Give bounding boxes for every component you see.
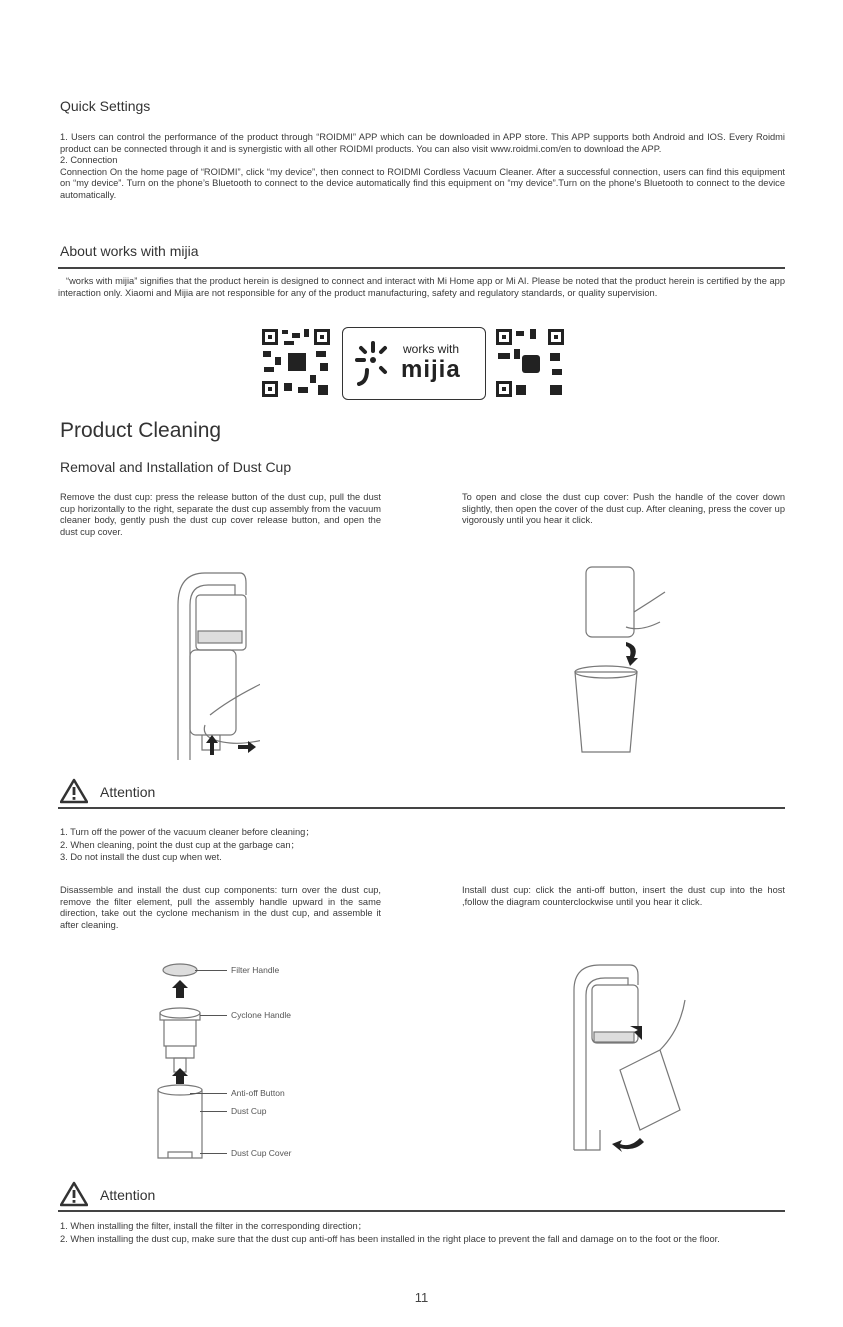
attention-title: Attention <box>100 1187 156 1203</box>
attention-title: Attention <box>100 784 156 800</box>
qr-code-icon <box>260 327 332 399</box>
install-text: Install dust cup: click the anti-off button, insert the dust cup into the host ,follow the diagram counterclockwise until you hear it click. <box>462 885 785 907</box>
list-item: 2. When cleaning, point the dust cup at the garbage can； <box>60 839 300 850</box>
divider <box>58 807 785 809</box>
part-label: Filter Handle <box>231 965 280 975</box>
quick-settings-text <box>60 132 785 202</box>
attention-list <box>60 1220 785 1245</box>
mijia-title: About works with mijia <box>60 243 199 259</box>
part-label: Anti-off Button <box>231 1088 285 1098</box>
mijia-sun-icon <box>353 340 393 386</box>
page-number: 11 <box>414 1290 429 1305</box>
disassemble-text: Disassemble and install the dust cup components: turn over the dust cup, remove the filter element, pull the assembly handle upward in the same direction, take out the cyclone mechanism in the dust cup, and assemble it after cleaning. <box>60 885 381 930</box>
vacuum-remove-illustration <box>150 565 260 765</box>
warning-icon <box>60 1181 88 1207</box>
paragraph: 1. Users can control the performance of the product through “ROIDMI” APP which can be downloaded in APP store. This APP supports both Android and IOS. Every Roidmi product can be connected through it and is synergistic with all other ROIDMI products. You can also visit www.roidmi.com/en to download the APP. <box>60 132 785 154</box>
quick-settings-title: Quick Settings <box>60 98 151 114</box>
divider <box>58 267 785 269</box>
list-item: 1. Turn off the power of the vacuum cleaner before cleaning； <box>60 827 315 837</box>
product-cleaning-title: Product Cleaning <box>60 419 222 442</box>
exploded-dust-cup-illustration <box>150 958 210 1168</box>
divider <box>58 1210 785 1212</box>
vacuum-install-illustration <box>560 960 700 1160</box>
attention-list <box>60 826 315 864</box>
open-cover-text: To open and close the dust cup cover: Push the handle of the cover down slightly, then open the cover of the dust cup. After cleaning, press the cover up vigorously until you hear it click. <box>462 492 785 526</box>
part-label: Cyclone Handle <box>231 1010 292 1020</box>
list-item: 2. When installing the dust cup, make sure that the dust cup anti-off has been installed in the right place to prevent the fall and damage on to the foot or the floor. <box>60 1233 720 1244</box>
list-item: 1. When installing the filter, install the filter in the corresponding direction； <box>60 1221 367 1231</box>
dust-cup-subtitle: Removal and Installation of Dust Cup <box>60 459 292 475</box>
logo-text: mijia <box>401 356 461 383</box>
qr-code-icon <box>494 327 566 399</box>
works-with-mijia-logo <box>342 327 486 400</box>
part-label: Dust Cup <box>231 1106 267 1116</box>
part-label: Dust Cup Cover <box>231 1148 292 1158</box>
warning-icon <box>60 778 88 804</box>
empty-dust-cup-illustration <box>560 562 700 762</box>
paragraph: 2. Connection <box>60 155 118 166</box>
mijia-text: “works with mijia” signifies that the product herein is designed to connect and interact with Mi Home app or Mi AI. Please be noted that the product herein is certified by the app interaction only. Xiaomi and Mijia are not responsible for any of the product manufacturing, safety and regulatory standards, or quality supervision. <box>58 276 785 298</box>
remove-dust-cup-text: Remove the dust cup: press the release button of the dust cup, pull the dust cup horizontally to the right, separate the dust cup assembly from the vacuum cleaner body, gently push the dust cup cover release button, and open the dust cup cover. <box>60 492 381 537</box>
logo-text: works with <box>403 342 460 356</box>
paragraph: Connection On the home page of “ROIDMI”, click “my device”, then connect to ROIDMI Cordless Vacuum Cleaner. After a successful connection, users can find this equipment on “my device”. Turn on the phone’s Bluetooth to connect to the device automatically find this equipment on “my device”.Turn on the phone’s Bluetooth to connect to the device automatically. <box>60 166 785 200</box>
list-item: 3. Do not install the dust cup when wet. <box>60 852 222 862</box>
